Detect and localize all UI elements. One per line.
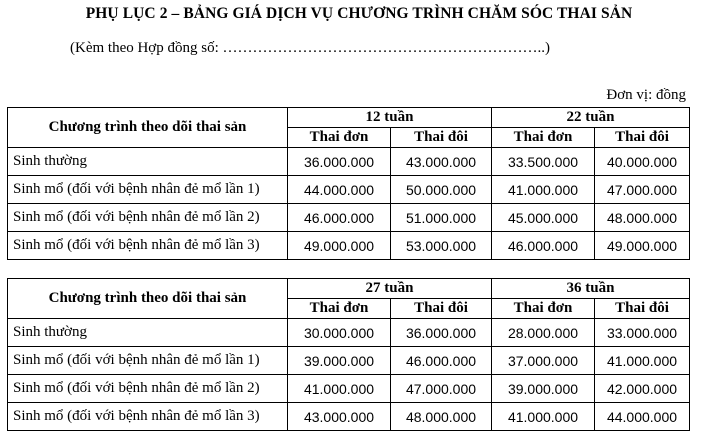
- price-cell: 49.000.000: [288, 232, 391, 260]
- subheader-twin: Thai đôi: [391, 128, 492, 148]
- price-cell: 44.000.000: [288, 176, 391, 204]
- price-cell: 41.000.000: [492, 403, 595, 431]
- table-row: [8, 347, 690, 375]
- price-cell: 41.000.000: [595, 347, 690, 375]
- table-row: [8, 375, 690, 403]
- currency-unit: Đơn vị: đồng: [606, 87, 686, 103]
- price-cell: 48.000.000: [595, 204, 690, 232]
- subheader-single: Thai đơn: [492, 299, 595, 319]
- price-cell: 30.000.000: [288, 319, 391, 347]
- table-row: [8, 403, 690, 431]
- price-cell: 47.000.000: [391, 375, 492, 403]
- document-title: PHỤ LỤC 2 – BẢNG GIÁ DỊCH VỤ CHƯƠNG TRÌNH CHĂM SÓC THAI SẢN: [85, 5, 633, 22]
- price-cell: 46.000.000: [288, 204, 391, 232]
- table-row: [8, 204, 690, 232]
- row-label: Sinh mổ (đối với bệnh nhân đẻ mổ lần 3): [8, 232, 288, 260]
- program-header: Chương trình theo dõi thai sản: [8, 108, 288, 148]
- price-cell: 33.500.000: [492, 148, 595, 176]
- price-cell: 49.000.000: [595, 232, 690, 260]
- price-cell: 43.000.000: [391, 148, 492, 176]
- price-cell: 33.000.000: [595, 319, 690, 347]
- subheader-twin: Thai đôi: [391, 299, 492, 319]
- price-cell: 43.000.000: [288, 403, 391, 431]
- price-cell: 45.000.000: [492, 204, 595, 232]
- period-header-27-weeks: 27 tuần: [288, 279, 492, 299]
- subheader-single: Thai đơn: [288, 299, 391, 319]
- period-header-22-weeks: 22 tuần: [492, 108, 690, 128]
- row-label: Sinh mổ (đối với bệnh nhân đẻ mổ lần 2): [8, 375, 288, 403]
- period-header-36-weeks: 36 tuần: [492, 279, 690, 299]
- price-cell: 53.000.000: [391, 232, 492, 260]
- table-row: [8, 148, 690, 176]
- row-label: Sinh thường: [8, 319, 288, 347]
- price-table-12-22-weeks: [7, 107, 690, 260]
- price-cell: 42.000.000: [595, 375, 690, 403]
- row-label: Sinh mổ (đối với bệnh nhân đẻ mổ lần 1): [8, 176, 288, 204]
- price-table-27-36-weeks: [7, 278, 690, 431]
- price-cell: 48.000.000: [391, 403, 492, 431]
- subheader-single: Thai đơn: [288, 128, 391, 148]
- contract-reference: (Kèm theo Hợp đồng số: ………………………………………………………..): [70, 40, 550, 56]
- price-cell: 39.000.000: [288, 347, 391, 375]
- row-label: Sinh mổ (đối với bệnh nhân đẻ mổ lần 2): [8, 204, 288, 232]
- price-cell: 46.000.000: [391, 347, 492, 375]
- price-cell: 39.000.000: [492, 375, 595, 403]
- table-row: [8, 176, 690, 204]
- program-header: Chương trình theo dõi thai sản: [8, 279, 288, 319]
- price-cell: 36.000.000: [391, 319, 492, 347]
- table-row: [8, 319, 690, 347]
- row-label: Sinh thường: [8, 148, 288, 176]
- price-cell: 37.000.000: [492, 347, 595, 375]
- price-cell: 40.000.000: [595, 148, 690, 176]
- price-cell: 50.000.000: [391, 176, 492, 204]
- table-row: [8, 232, 690, 260]
- price-cell: 47.000.000: [595, 176, 690, 204]
- price-cell: 51.000.000: [391, 204, 492, 232]
- row-label: Sinh mổ (đối với bệnh nhân đẻ mổ lần 1): [8, 347, 288, 375]
- subheader-twin: Thai đôi: [595, 299, 690, 319]
- price-cell: 46.000.000: [492, 232, 595, 260]
- subheader-single: Thai đơn: [492, 128, 595, 148]
- price-cell: 36.000.000: [288, 148, 391, 176]
- price-cell: 28.000.000: [492, 319, 595, 347]
- price-cell: 44.000.000: [595, 403, 690, 431]
- subheader-twin: Thai đôi: [595, 128, 690, 148]
- price-cell: 41.000.000: [288, 375, 391, 403]
- period-header-12-weeks: 12 tuần: [288, 108, 492, 128]
- price-cell: 41.000.000: [492, 176, 595, 204]
- row-label: Sinh mổ (đối với bệnh nhân đẻ mổ lần 3): [8, 403, 288, 431]
